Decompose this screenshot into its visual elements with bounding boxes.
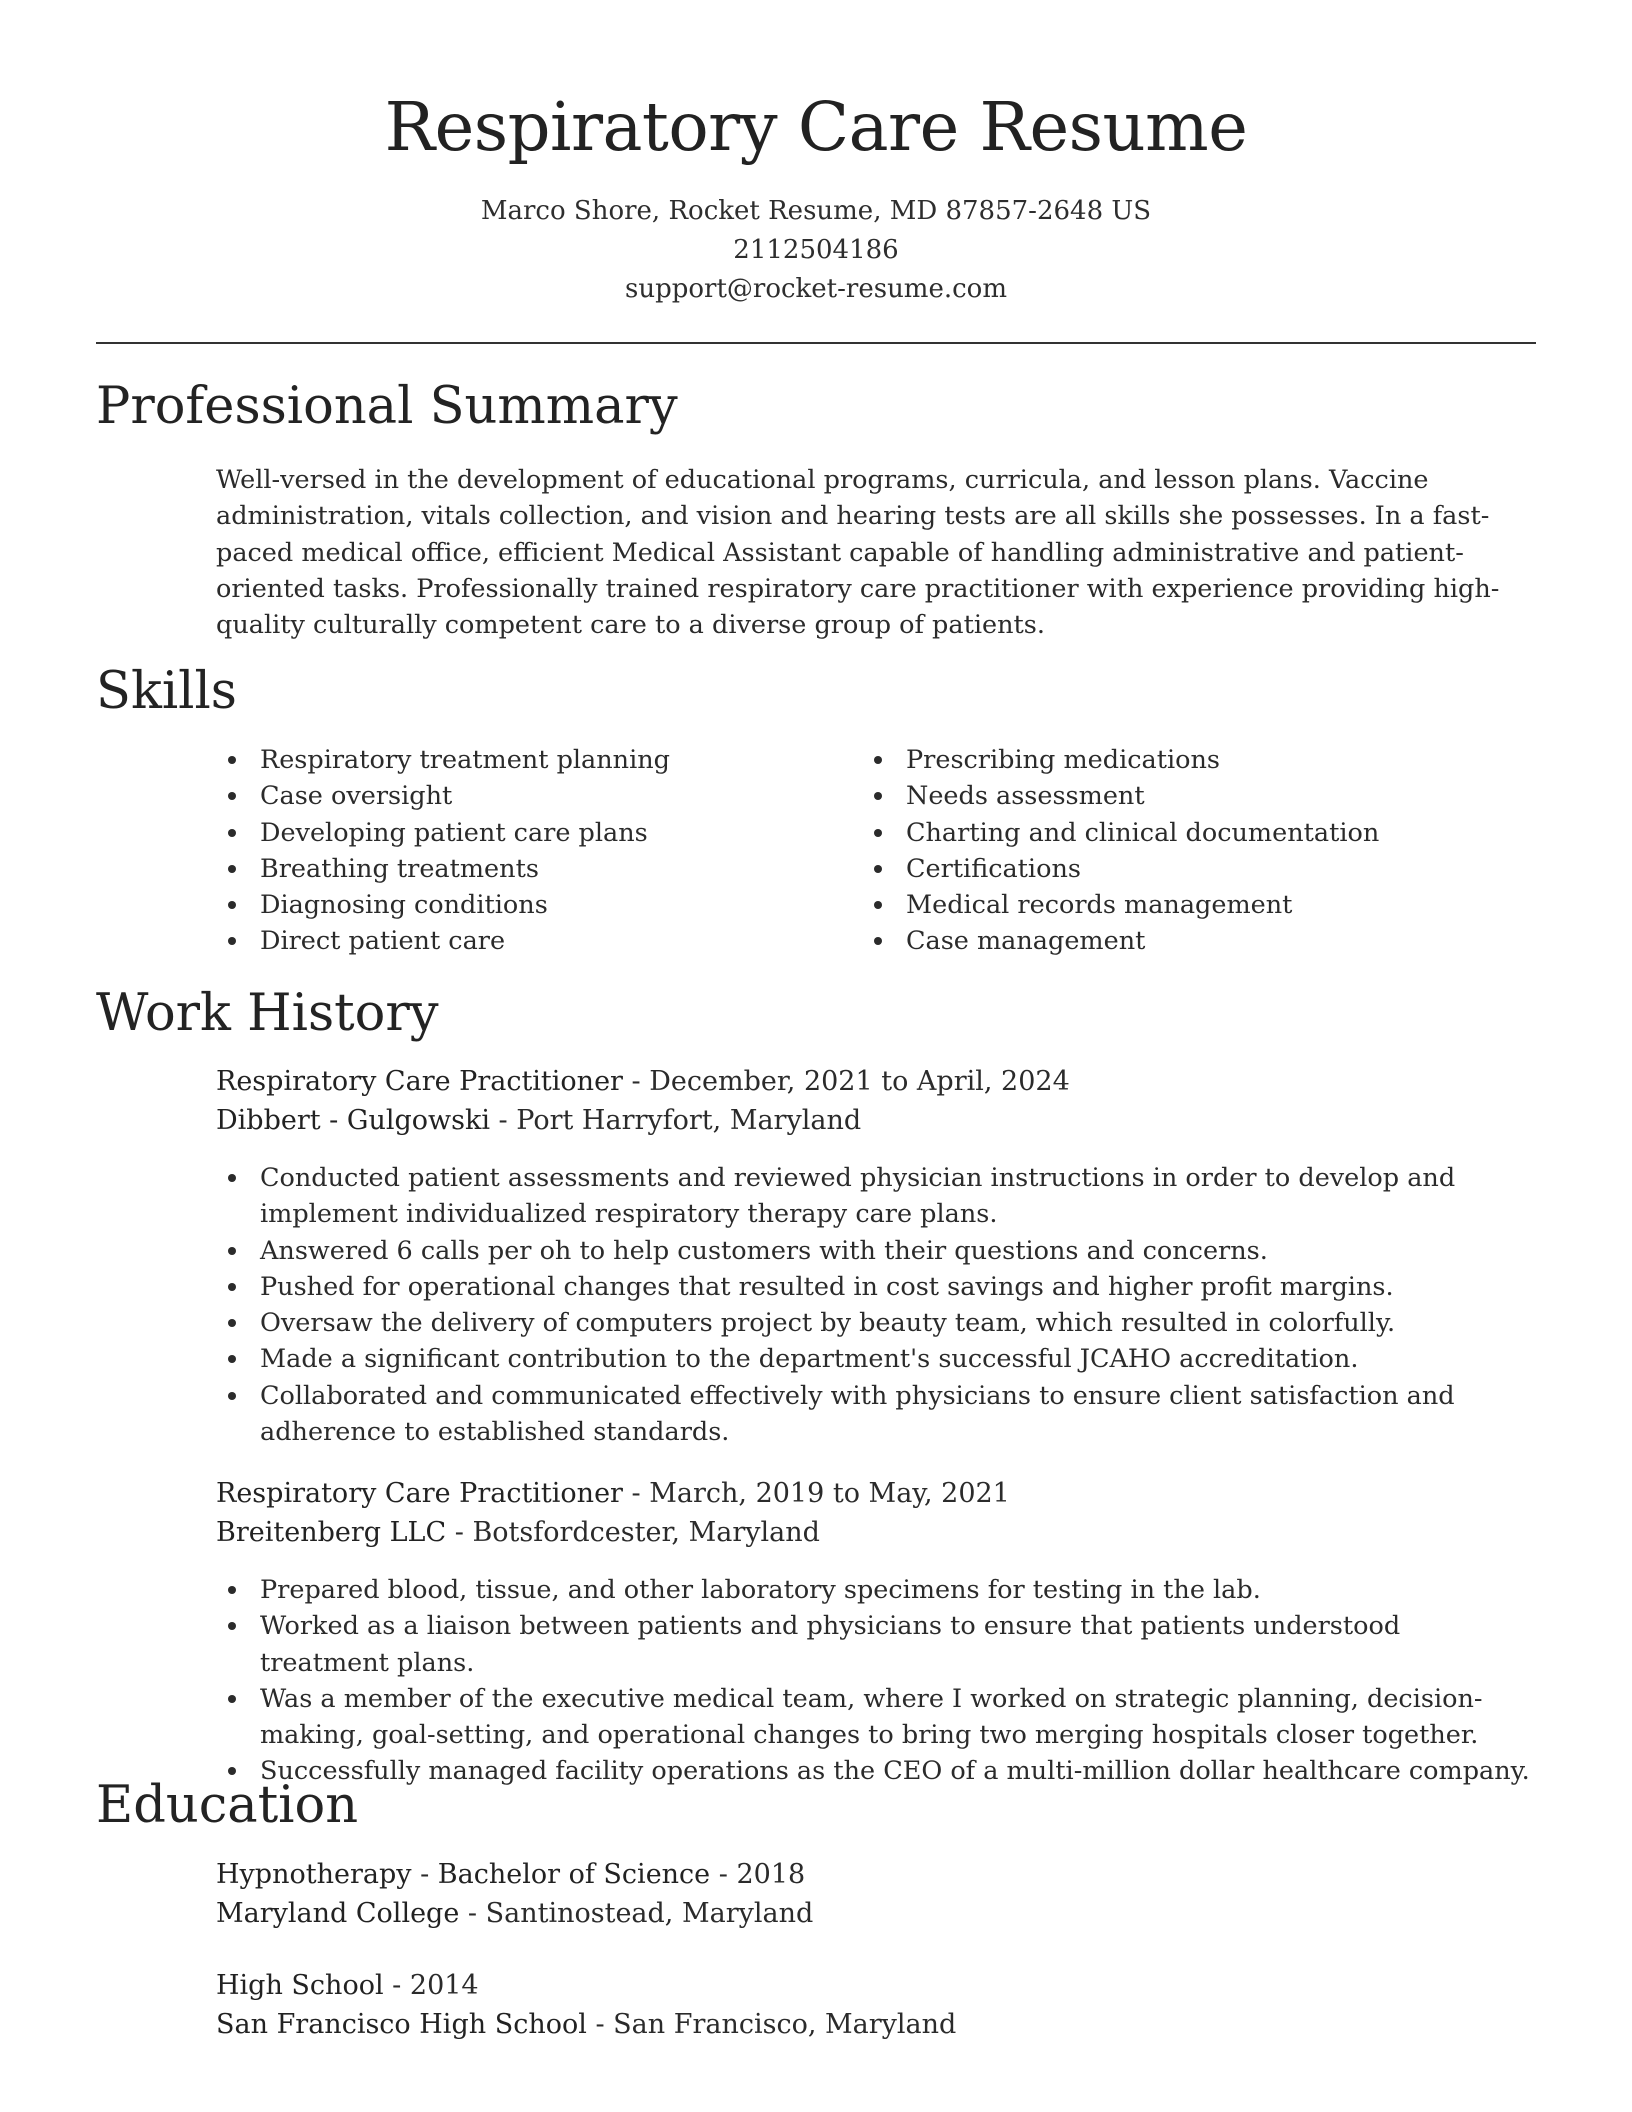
bullet-icon bbox=[228, 1247, 236, 1255]
header-divider bbox=[96, 342, 1536, 344]
skill-item: Breathing treatments bbox=[216, 851, 670, 887]
job-location: Botsfordcester, Maryland bbox=[472, 1517, 820, 1548]
job-2-bullets bbox=[216, 1572, 1536, 1790]
education-location: San Francisco, Maryland bbox=[613, 2009, 957, 2040]
bullet-icon bbox=[874, 756, 882, 764]
job-1-bullets bbox=[216, 1160, 1536, 1450]
education-year: 2014 bbox=[409, 1970, 479, 2001]
section-heading-skills: Skills bbox=[96, 662, 237, 721]
list-item: Prepared blood, tissue, and other laboratory specimens for testing in the lab. bbox=[216, 1572, 1536, 1608]
summary-text: Well-versed in the development of educational programs, curricula, and lesson plans. Vaccine administration, vitals collection, and vision and hearing tests are all skills she possesses. In a fast-paced medical office, efficient Medical Assistant capable of handling administrative and patient-oriented tasks. Professionally trained respiratory care practitioner with experience providing high-quality culturally competent care to a diverse group of patients. bbox=[216, 465, 1500, 641]
job-dates: December, 2021 to April, 2024 bbox=[649, 1066, 1070, 1097]
job-company: Breitenberg LLC bbox=[216, 1517, 447, 1548]
bullet-icon bbox=[228, 1767, 236, 1775]
contact-phone: 2112504186 bbox=[733, 235, 899, 265]
bullet-icon bbox=[228, 901, 236, 909]
job-company: Dibbert - Gulgowski bbox=[216, 1105, 490, 1136]
education-1-degree-line: Hypnotherapy - Bachelor of Science - 2018 bbox=[216, 1859, 806, 1890]
skills-list-right bbox=[862, 742, 1379, 960]
bullet-icon bbox=[874, 865, 882, 873]
skill-item: Case oversight bbox=[216, 778, 670, 814]
skill-item: Certifications bbox=[862, 851, 1379, 887]
job-2-company-line: Breitenberg LLC - Botsfordcester, Maryland bbox=[216, 1517, 820, 1548]
section-heading-summary: Professional Summary bbox=[96, 377, 678, 436]
bullet-icon bbox=[228, 756, 236, 764]
bullet-icon bbox=[228, 1355, 236, 1363]
skill-item: Respiratory treatment planning bbox=[216, 742, 670, 778]
section-heading-education: Education bbox=[96, 1776, 359, 1835]
skill-item: Medical records management bbox=[862, 887, 1379, 923]
education-field: Hypnotherapy bbox=[216, 1859, 412, 1890]
contact-address: Marco Shore, Rocket Resume, MD 87857-2648 US bbox=[480, 196, 1152, 226]
bullet-icon bbox=[228, 829, 236, 837]
section-heading-work: Work History bbox=[96, 984, 439, 1043]
list-item: Was a member of the executive medical team, where I worked on strategic planning, decision-making, goal-setting, and operational changes to bring two merging hospitals closer together. bbox=[216, 1681, 1536, 1754]
bullet-icon bbox=[228, 1586, 236, 1594]
skill-item: Diagnosing conditions bbox=[216, 887, 670, 923]
bullet-icon bbox=[228, 937, 236, 945]
bullet-icon bbox=[228, 1319, 236, 1327]
bullet-icon bbox=[874, 901, 882, 909]
job-location: Port Harryfort, Maryland bbox=[516, 1105, 862, 1136]
list-item: Worked as a liaison between patients and physicians to ensure that patients understood treatment plans. bbox=[216, 1608, 1536, 1681]
skills-list-left bbox=[216, 742, 670, 960]
list-item: Answered 6 calls per oh to help customers with their questions and concerns. bbox=[216, 1233, 1536, 1269]
list-item: Conducted patient assessments and reviewed physician instructions in order to develop and implement individualized respiratory therapy care plans. bbox=[216, 1160, 1536, 1233]
list-item: Oversaw the delivery of computers project by beauty team, which resulted in colorfully. bbox=[216, 1305, 1536, 1341]
list-item: Collaborated and communicated effectively with physicians to ensure client satisfaction and adherence to established standards. bbox=[216, 1378, 1536, 1451]
skill-item: Charting and clinical documentation bbox=[862, 815, 1379, 851]
skill-item: Needs assessment bbox=[862, 778, 1379, 814]
contact-info bbox=[0, 192, 1632, 309]
job-1-title-line: Respiratory Care Practitioner - December, 2021 to April, 2024 bbox=[216, 1066, 1070, 1097]
bullet-icon bbox=[228, 1695, 236, 1703]
education-year: 2018 bbox=[736, 1859, 806, 1890]
education-1-school-line: Maryland College - Santinostead, Maryland bbox=[216, 1898, 814, 1929]
job-2-title-line: Respiratory Care Practitioner - March, 2019 to May, 2021 bbox=[216, 1478, 1010, 1509]
bullet-icon bbox=[228, 1392, 236, 1400]
education-2-degree-line: High School - 2014 bbox=[216, 1970, 479, 2001]
education-degree: High School bbox=[216, 1970, 384, 2001]
skill-item: Direct patient care bbox=[216, 923, 670, 959]
education-2-school-line: San Francisco High School - San Francisco, Maryland bbox=[216, 2009, 957, 2040]
job-title: Respiratory Care Practitioner bbox=[216, 1478, 623, 1509]
resume-header bbox=[0, 84, 1632, 309]
education-location: Santinostead, Maryland bbox=[485, 1898, 814, 1929]
skill-item: Prescribing medications bbox=[862, 742, 1379, 778]
education-school: Maryland College bbox=[216, 1898, 460, 1929]
job-dates: March, 2019 to May, 2021 bbox=[649, 1478, 1010, 1509]
education-school: San Francisco High School bbox=[216, 2009, 587, 2040]
bullet-icon bbox=[228, 1283, 236, 1291]
contact-email: support@rocket-resume.com bbox=[624, 274, 1007, 304]
bullet-icon bbox=[874, 937, 882, 945]
list-item: Made a significant contribution to the department's successful JCAHO accreditation. bbox=[216, 1341, 1536, 1377]
bullet-icon bbox=[228, 865, 236, 873]
list-item: Pushed for operational changes that resulted in cost savings and higher profit margins. bbox=[216, 1269, 1536, 1305]
resume-title: Respiratory Care Resume bbox=[384, 88, 1248, 166]
job-title: Respiratory Care Practitioner bbox=[216, 1066, 623, 1097]
bullet-icon bbox=[874, 792, 882, 800]
bullet-icon bbox=[874, 829, 882, 837]
bullet-icon bbox=[228, 792, 236, 800]
job-1-company-line: Dibbert - Gulgowski - Port Harryfort, Maryland bbox=[216, 1105, 862, 1136]
list-item: Successfully managed facility operations as the CEO of a multi-million dollar healthcare company. bbox=[216, 1753, 1536, 1789]
bullet-icon bbox=[228, 1622, 236, 1630]
bullet-icon bbox=[228, 1174, 236, 1182]
education-degree: Bachelor of Science bbox=[437, 1859, 711, 1890]
skill-item: Developing patient care plans bbox=[216, 815, 670, 851]
skill-item: Case management bbox=[862, 923, 1379, 959]
